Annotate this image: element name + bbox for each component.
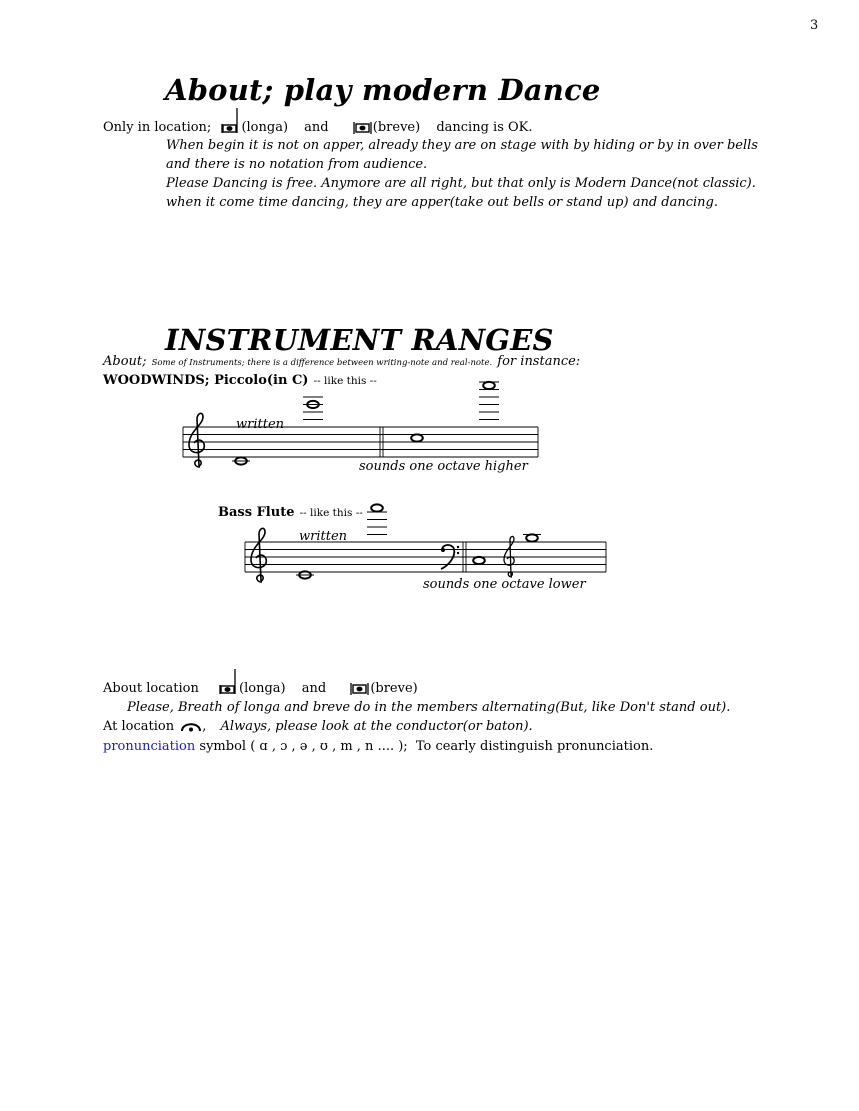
dance-note-2: and there is no notation from audience. [166, 157, 428, 172]
ranges-section-title: INSTRUMENT RANGES [165, 323, 554, 357]
bass-flute-label: Bass Flute [218, 505, 295, 520]
fermata-prefix: At location [103, 719, 175, 734]
ranges-about-suffix: for instance: [497, 354, 581, 369]
pronunciation-note: To cearly distinguish pronunciation. [415, 739, 654, 754]
fermata-line [103, 719, 533, 734]
dance-line-suffix: dancing is OK. [436, 120, 533, 135]
location-prefix: About location [103, 681, 199, 696]
longa-note-icon [219, 668, 239, 696]
location-line [103, 681, 418, 696]
piccolo-label: WOODWINDS; Piccolo(in C) [103, 373, 309, 388]
location-longa-label: (longa) [239, 681, 286, 696]
piccolo-sounding-high-note [479, 382, 499, 420]
dance-and: and [304, 120, 329, 135]
bass-flute-sounds-label: sounds one octave lower [423, 577, 586, 592]
breath-note: Please, Breath of longa and breve do in the members alternating(But, like Don't stand out). [127, 700, 731, 715]
piccolo-sounding-low-note [411, 434, 423, 441]
bass-flute-written-low-note [296, 571, 314, 578]
location-and: and [301, 681, 327, 696]
bass-flute-written-label: written [299, 529, 348, 544]
page-number: 3 [810, 18, 819, 33]
piccolo-sounds-label: sounds one octave higher [359, 459, 528, 474]
dance-note-1: When begin it is not on apper, already they are on stage with by hiding or by in over bells [166, 138, 758, 153]
bass-flute-sounding-high-note [523, 534, 541, 541]
piccolo-written-low-note [232, 457, 250, 464]
bass-flute-written-high-note [367, 504, 387, 534]
pronunciation-symbol-text: symbol ( ɑ , ɔ , ə , ʊ , m , n .... ); [199, 739, 408, 754]
dance-section-title: About; play modern Dance [165, 73, 601, 107]
dance-breve-label: (breve) [372, 120, 421, 135]
dance-note-3: Please Dancing is free. Anymore are all right, but that only is Modern Dance(not classic). [166, 176, 756, 191]
pronunciation-link[interactable]: pronunciation [103, 739, 196, 754]
dance-line-prefix: Only in location; [103, 120, 212, 135]
piccolo-hint: -- like this -- [313, 375, 377, 387]
breve-note-icon [350, 682, 370, 696]
fermata-icon [180, 720, 202, 733]
pronunciation-line [103, 739, 653, 754]
dance-location-line [103, 120, 533, 135]
bass-flute-sounding-low-note [473, 557, 485, 564]
bass-flute-hint: -- like this -- [299, 507, 363, 519]
breve-note-icon [353, 121, 373, 135]
piccolo-written-high-note [303, 397, 323, 420]
fermata-note: Always, please look at the conductor(or baton). [220, 719, 533, 734]
location-breve-label: (breve) [370, 681, 418, 696]
ranges-about-small: Some of Instruments; there is a difference between writing-note and real-note. [151, 358, 493, 368]
piccolo-written-label: written [236, 417, 285, 432]
dance-longa-label: (longa) [241, 120, 289, 135]
dance-note-4: when it come time dancing, they are apper(take out bells or stand up) and dancing. [166, 195, 718, 210]
ranges-about-line [103, 350, 580, 369]
ranges-about-prefix: About; [103, 354, 147, 369]
treble-clef-icon [251, 528, 266, 582]
fermata-comma: , [202, 719, 207, 734]
longa-note-icon [221, 107, 241, 135]
treble-clef-icon [189, 413, 204, 467]
